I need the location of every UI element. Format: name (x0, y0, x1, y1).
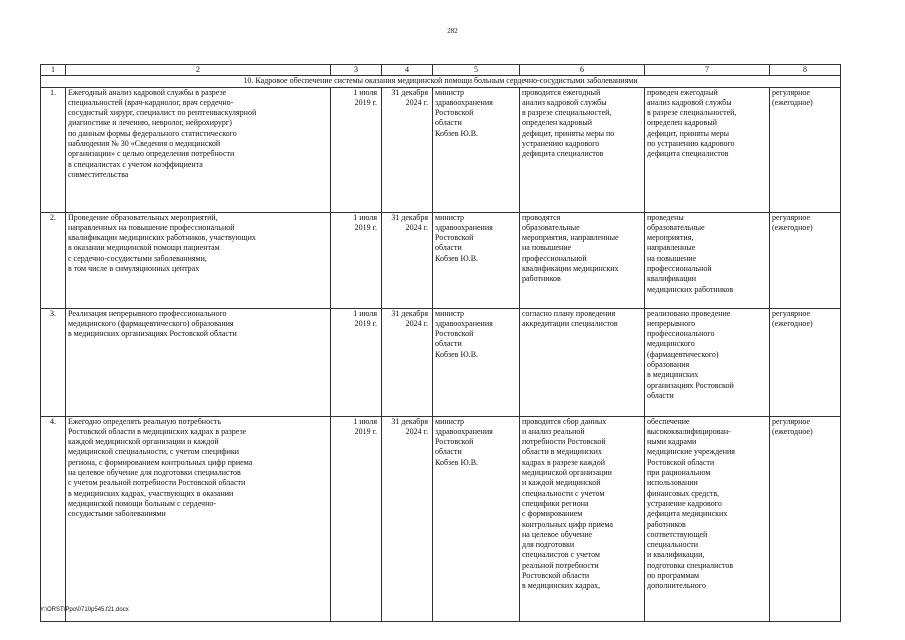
measure-text: Ежегодно определять реальную потребность Ростовской области в медицинских кадрах в разрезе каждой медицинской организации и каждой медицинской специальности, с учетом специфики региона, с формированием контрольных цифр приема на целевое обучение для подготовки специалистов с учетом реальной потребности Ростовской области в медицинских кадрах, участвующих в оказании медицинской помощи больным с сердечно- сосудистыми заболеваниями (66, 416, 331, 621)
section-title: 10. Кадровое обеспечение системы оказания медицинской помощи больным сердечно-сосудистыми заболеваниями (41, 76, 841, 87)
header-cell: 6 (520, 65, 645, 76)
page-number: 282 (447, 27, 458, 35)
end-date: 31 декабря 2024 г. (382, 87, 433, 212)
header-cell: 8 (770, 65, 841, 76)
table-row (41, 212, 841, 308)
responsible-person: министр здравоохранения Ростовской области Кобзев Ю.В. (433, 308, 520, 416)
measure-text: Проведение образовательных мероприятий, направленных на повышение профессиональной квалификации медицинских работников, участвующих в оказании медицинской помощи пациентам с сердечно-сосудистыми заболеваниями, в том числе в симуляционных центрах (66, 212, 331, 308)
header-cell: 7 (645, 65, 770, 76)
characteristic-text: согласно плану проведения аккредитации специалистов (520, 308, 645, 416)
end-date: 31 декабря 2024 г. (382, 308, 433, 416)
end-date: 31 декабря 2024 г. (382, 416, 433, 621)
result-text: проведен ежегодный анализ кадровой службы в разрезе специальностей, определен кадровый дефицит, приняты меры по устранению кадрового дефицита специалистов (645, 87, 770, 212)
result-text: обеспечение высококвалифицирован- ными кадрами медицинские учреждения Ростовской области при рациональном использовании финансовых средств, устранение кадрового дефицита медицинских работников соответствующей специальности и квалификации, подготовка специалистов по программам дополнительного (645, 416, 770, 621)
header-cell: 1 (41, 65, 66, 76)
file-path: Y:\ORST\Ppo\0710p545.f21.docx (40, 607, 129, 613)
header-row (41, 65, 841, 76)
measure-text: Реализация непрерывного профессионального медицинского (фармацевтического) образования в медицинских организациях Ростовской области (66, 308, 331, 416)
header-cell: 5 (433, 65, 520, 76)
periodicity-text: регулярное (ежегодное) (770, 212, 841, 308)
table-row (41, 416, 841, 621)
periodicity-text: регулярное (ежегодное) (770, 308, 841, 416)
end-date: 31 декабря 2024 г. (382, 212, 433, 308)
row-number: 4. (41, 416, 66, 621)
start-date: 1 июля 2019 г. (331, 308, 382, 416)
section-row (41, 76, 841, 87)
responsible-person: министр здравоохранения Ростовской области Кобзев Ю.В. (433, 87, 520, 212)
row-number: 3. (41, 308, 66, 416)
result-text: проведены образовательные мероприятия, направленные на повышение профессиональной квалификации медицинских работников (645, 212, 770, 308)
plan-table (40, 64, 841, 622)
start-date: 1 июля 2019 г. (331, 212, 382, 308)
periodicity-text: регулярное (ежегодное) (770, 416, 841, 621)
characteristic-text: проводится сбор данных и анализ реальной потребности Ростовской области в медицинских кадрах в разрезе каждой медицинской организации и каждой медицинской специальности с учетом специфики региона с формированием контрольных цифр приема на целевое обучение для подготовки специалистов с учетом реальной потребности Ростовской области в медицинских кадрах, (520, 416, 645, 621)
header-cell: 3 (331, 65, 382, 76)
table-row (41, 308, 841, 416)
characteristic-text: проводится ежегодный анализ кадровой службы в разрезе специальностей, определен кадровый дефицит, приняты меры по устранению кадрового дефицита специалистов (520, 87, 645, 212)
periodicity-text: регулярное (ежегодное) (770, 87, 841, 212)
row-number: 1. (41, 87, 66, 212)
responsible-person: министр здравоохранения Ростовской области Кобзев Ю.В. (433, 416, 520, 621)
characteristic-text: проводятся образовательные мероприятия, направленные на повышение профессиональной квалификации медицинских работников (520, 212, 645, 308)
measure-text: Ежегодный анализ кадровой службы в разрезе специальностей (врач-кардиолог, врач сердечно- сосудистый хирург, специалист по рентгенваскулярной диагностике и лечению, невролог, нейрохирург) по данным формы федерального статистического наблюдения № 30 «Сведения о медицинской организации» с целью определения потребности в специалистах с учетом коэффициента совместительства (66, 87, 331, 212)
header-cell: 2 (66, 65, 331, 76)
row-number: 2. (41, 212, 66, 308)
responsible-person: министр здравоохранения Ростовской области Кобзев Ю.В. (433, 212, 520, 308)
start-date: 1 июля 2019 г. (331, 416, 382, 621)
header-cell: 4 (382, 65, 433, 76)
start-date: 1 июля 2019 г. (331, 87, 382, 212)
result-text: реализовано проведение непрерывного профессионального медицинского (фармацевтического) образования в медицинских организациях Ростовской области (645, 308, 770, 416)
table-row (41, 87, 841, 212)
